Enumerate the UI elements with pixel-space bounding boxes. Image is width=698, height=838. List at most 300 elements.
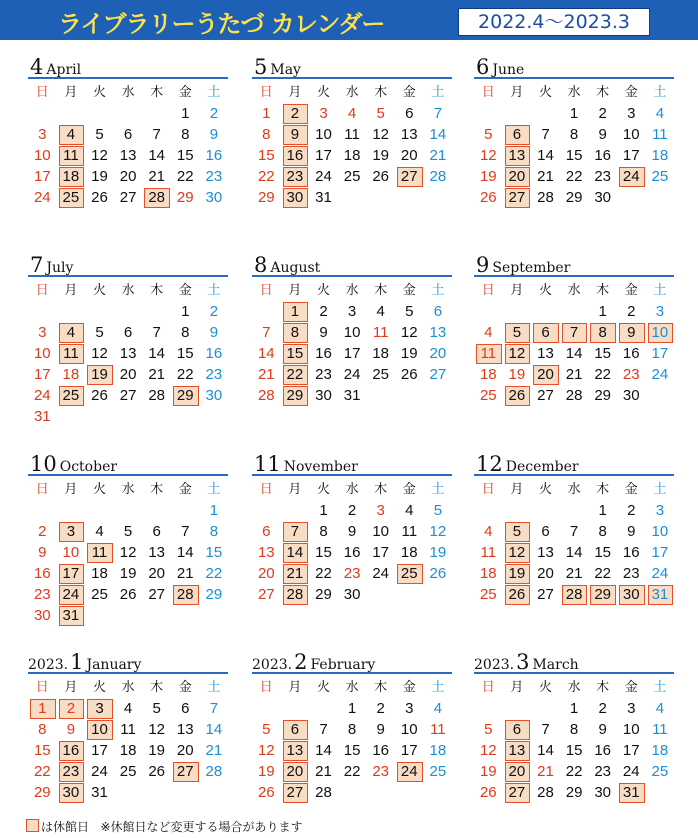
closed-day-cell bbox=[281, 301, 310, 322]
weekday-header: 金 bbox=[402, 482, 416, 497]
day-number: 17 bbox=[622, 742, 640, 759]
day-number: 14 bbox=[148, 345, 166, 362]
day-number: 3 bbox=[405, 700, 414, 717]
day-cell bbox=[617, 761, 646, 782]
day-number: 19 bbox=[508, 565, 526, 582]
day-number: 13 bbox=[148, 544, 166, 561]
day-number: 23 bbox=[594, 763, 612, 780]
closed-day-cell bbox=[85, 542, 114, 563]
day-cell bbox=[142, 145, 171, 166]
closed-day-cell bbox=[281, 542, 310, 563]
month-october bbox=[28, 452, 228, 626]
month-name: January bbox=[86, 657, 142, 673]
weekday-header: 木 bbox=[596, 680, 610, 695]
day-number: 22 bbox=[286, 366, 304, 383]
day-number: 1 bbox=[598, 303, 607, 320]
day-cell bbox=[252, 166, 281, 187]
day-number: 26 bbox=[148, 763, 166, 780]
day-number: 17 bbox=[651, 544, 669, 561]
day-cell bbox=[366, 719, 395, 740]
day-number: 5 bbox=[484, 721, 493, 738]
day-number: 25 bbox=[91, 586, 108, 603]
day-number: 25 bbox=[400, 565, 418, 582]
day-number: 24 bbox=[91, 763, 108, 780]
day-cell bbox=[200, 322, 229, 343]
weekday-header: 木 bbox=[374, 283, 388, 298]
weekday-header: 月 bbox=[288, 680, 302, 695]
day-number: 13 bbox=[537, 544, 554, 561]
closed-day-cell bbox=[560, 584, 589, 605]
weekday-header: 月 bbox=[510, 85, 524, 100]
day-cell bbox=[474, 364, 503, 385]
day-number: 26 bbox=[479, 189, 497, 206]
day-cell bbox=[200, 385, 229, 406]
day-number: 24 bbox=[33, 189, 51, 206]
day-number: 29 bbox=[315, 586, 332, 603]
day-number: 9 bbox=[290, 126, 300, 143]
month-april bbox=[28, 55, 228, 208]
day-number: 20 bbox=[429, 345, 447, 362]
day-cell bbox=[171, 698, 200, 719]
month-number: 1 bbox=[70, 650, 84, 674]
day-number: 22 bbox=[176, 168, 194, 185]
day-number: 14 bbox=[429, 126, 447, 143]
day-cell bbox=[28, 521, 57, 542]
day-number: 10 bbox=[622, 721, 640, 738]
day-number: 20 bbox=[148, 565, 166, 582]
day-number: 23 bbox=[205, 366, 223, 383]
day-cell bbox=[646, 542, 675, 563]
day-number: 21 bbox=[565, 565, 583, 582]
closed-day-cell bbox=[57, 124, 86, 145]
weekday-header: 日 bbox=[259, 680, 273, 695]
day-cell bbox=[366, 145, 395, 166]
day-cell bbox=[57, 542, 86, 563]
day-number: 20 bbox=[286, 763, 304, 780]
day-number: 1 bbox=[262, 105, 271, 122]
month-july bbox=[28, 253, 228, 427]
calendar-range: 2022.4〜2023.3 bbox=[458, 8, 650, 36]
empty-cell bbox=[531, 103, 560, 124]
day-cell bbox=[366, 124, 395, 145]
day-number: 13 bbox=[508, 742, 526, 759]
day-cell bbox=[114, 124, 143, 145]
day-number: 23 bbox=[594, 168, 612, 185]
closed-day-cell bbox=[171, 761, 200, 782]
day-number: 1 bbox=[209, 502, 219, 519]
day-cell bbox=[114, 166, 143, 187]
month-title bbox=[474, 55, 674, 79]
day-number: 5 bbox=[405, 303, 414, 320]
day-number: 9 bbox=[598, 126, 607, 143]
day-cell bbox=[114, 542, 143, 563]
weekday-header: 月 bbox=[64, 85, 78, 100]
day-cell bbox=[424, 322, 453, 343]
closed-day-cell bbox=[646, 584, 675, 605]
day-number: 18 bbox=[651, 742, 669, 759]
weekday-header: 木 bbox=[150, 85, 164, 100]
closed-day-cell bbox=[560, 322, 589, 343]
day-cell bbox=[142, 322, 171, 343]
day-number: 9 bbox=[209, 126, 219, 143]
day-cell bbox=[531, 343, 560, 364]
day-cell bbox=[395, 322, 424, 343]
day-grid bbox=[28, 677, 228, 803]
day-cell bbox=[424, 698, 453, 719]
month-title bbox=[474, 650, 674, 674]
day-cell bbox=[85, 166, 114, 187]
empty-cell bbox=[142, 103, 171, 124]
weekday-header: 金 bbox=[624, 85, 638, 100]
day-cell bbox=[366, 343, 395, 364]
weekday-header: 日 bbox=[35, 283, 49, 298]
day-number: 30 bbox=[62, 784, 80, 801]
day-cell bbox=[252, 145, 281, 166]
day-number: 23 bbox=[286, 168, 304, 185]
day-number: 25 bbox=[62, 189, 80, 206]
day-number: 11 bbox=[430, 721, 446, 738]
day-cell bbox=[171, 145, 200, 166]
weekday-header: 火 bbox=[92, 85, 106, 100]
day-cell bbox=[588, 719, 617, 740]
day-cell bbox=[338, 364, 367, 385]
day-cell bbox=[474, 145, 503, 166]
day-number: 3 bbox=[655, 502, 665, 519]
weekday-header: 火 bbox=[92, 283, 106, 298]
day-number: 21 bbox=[429, 147, 447, 164]
day-number: 10 bbox=[33, 147, 51, 164]
day-cell bbox=[531, 521, 560, 542]
day-number: 14 bbox=[315, 742, 332, 759]
day-number: 27 bbox=[148, 586, 166, 603]
weekday-header: 土 bbox=[431, 85, 445, 100]
month-number: 12 bbox=[476, 452, 503, 476]
day-cell bbox=[114, 145, 143, 166]
day-number: 13 bbox=[286, 742, 304, 759]
day-number: 11 bbox=[401, 523, 418, 540]
day-number: 19 bbox=[148, 742, 166, 759]
month-number: 3 bbox=[516, 650, 530, 674]
day-number: 10 bbox=[400, 721, 418, 738]
weekday-header: 木 bbox=[150, 482, 164, 497]
day-cell bbox=[474, 782, 503, 803]
day-cell bbox=[424, 563, 453, 584]
day-cell bbox=[395, 719, 424, 740]
day-number: 6 bbox=[262, 523, 271, 540]
day-cell bbox=[646, 761, 675, 782]
day-cell bbox=[200, 103, 229, 124]
day-cell bbox=[114, 698, 143, 719]
day-number: 21 bbox=[176, 565, 194, 582]
day-number: 16 bbox=[622, 544, 640, 561]
day-number: 4 bbox=[484, 324, 493, 341]
day-cell bbox=[114, 563, 143, 584]
day-cell bbox=[85, 145, 114, 166]
empty-cell bbox=[474, 698, 503, 719]
day-cell bbox=[252, 542, 281, 563]
day-number: 11 bbox=[63, 147, 79, 164]
day-grid bbox=[474, 479, 674, 605]
day-cell bbox=[85, 322, 114, 343]
day-cell bbox=[560, 343, 589, 364]
closed-day-cell bbox=[503, 719, 532, 740]
day-cell bbox=[588, 385, 617, 406]
weekday-header: 水 bbox=[345, 680, 359, 695]
day-cell bbox=[503, 364, 532, 385]
day-cell bbox=[588, 563, 617, 584]
empty-cell bbox=[85, 500, 114, 521]
closed-day-cell bbox=[281, 103, 310, 124]
day-cell bbox=[85, 385, 114, 406]
month-title bbox=[252, 452, 452, 476]
day-number: 12 bbox=[91, 147, 108, 164]
day-cell bbox=[474, 166, 503, 187]
day-number: 9 bbox=[66, 721, 76, 738]
day-cell bbox=[28, 782, 57, 803]
day-number: 6 bbox=[433, 303, 443, 320]
day-cell bbox=[646, 364, 675, 385]
day-cell bbox=[114, 521, 143, 542]
day-cell bbox=[617, 500, 646, 521]
day-cell bbox=[560, 782, 589, 803]
day-number: 14 bbox=[176, 544, 194, 561]
day-cell bbox=[114, 719, 143, 740]
day-cell bbox=[474, 719, 503, 740]
day-cell bbox=[366, 563, 395, 584]
day-cell bbox=[200, 301, 229, 322]
closed-day-cell bbox=[531, 322, 560, 343]
day-cell bbox=[531, 740, 560, 761]
closed-day-cell bbox=[281, 719, 310, 740]
day-number: 4 bbox=[66, 126, 76, 143]
day-cell bbox=[252, 740, 281, 761]
day-grid bbox=[28, 280, 228, 427]
day-number: 22 bbox=[565, 763, 583, 780]
day-number: 15 bbox=[594, 544, 612, 561]
day-cell bbox=[424, 103, 453, 124]
month-name: September bbox=[492, 260, 571, 276]
day-number: 22 bbox=[594, 565, 612, 582]
day-number: 13 bbox=[508, 147, 526, 164]
day-number: 4 bbox=[433, 700, 443, 717]
day-cell bbox=[617, 124, 646, 145]
day-number: 20 bbox=[257, 565, 275, 582]
day-cell bbox=[424, 343, 453, 364]
day-number: 22 bbox=[565, 168, 583, 185]
day-cell bbox=[531, 563, 560, 584]
day-number: 27 bbox=[537, 586, 554, 603]
day-cell bbox=[171, 719, 200, 740]
weekday-header: 土 bbox=[653, 85, 667, 100]
day-cell bbox=[588, 782, 617, 803]
day-cell bbox=[114, 187, 143, 208]
weekday-header: 土 bbox=[207, 85, 221, 100]
day-number: 3 bbox=[347, 303, 357, 320]
day-cell bbox=[309, 500, 338, 521]
empty-cell bbox=[281, 698, 310, 719]
day-number: 18 bbox=[91, 565, 108, 582]
closed-day-cell bbox=[142, 187, 171, 208]
day-number: 15 bbox=[286, 345, 304, 362]
day-number: 28 bbox=[148, 189, 166, 206]
month-title bbox=[252, 55, 452, 79]
day-number: 2 bbox=[290, 105, 300, 122]
day-cell bbox=[338, 761, 367, 782]
weekday-header: 水 bbox=[121, 680, 135, 695]
closed-day-cell bbox=[503, 761, 532, 782]
day-number: 15 bbox=[565, 147, 583, 164]
day-number: 22 bbox=[315, 565, 332, 582]
day-number: 5 bbox=[512, 324, 522, 341]
month-number: 5 bbox=[254, 55, 268, 79]
closed-day-cell bbox=[281, 584, 310, 605]
day-cell bbox=[424, 166, 453, 187]
day-number: 16 bbox=[594, 147, 612, 164]
day-number: 7 bbox=[152, 126, 161, 143]
day-grid bbox=[252, 479, 452, 605]
day-number: 11 bbox=[652, 721, 668, 738]
weekday-header: 木 bbox=[596, 482, 610, 497]
day-number: 25 bbox=[479, 586, 497, 603]
day-cell bbox=[588, 187, 617, 208]
day-number: 12 bbox=[148, 721, 166, 738]
day-number: 12 bbox=[372, 126, 390, 143]
day-cell bbox=[560, 521, 589, 542]
closed-day-cell bbox=[281, 761, 310, 782]
day-number: 11 bbox=[480, 345, 497, 362]
day-number: 29 bbox=[286, 387, 304, 404]
empty-cell bbox=[28, 500, 57, 521]
month-name: July bbox=[46, 260, 74, 276]
day-cell bbox=[395, 542, 424, 563]
closed-day-cell bbox=[57, 584, 86, 605]
day-number: 30 bbox=[594, 189, 612, 206]
day-number: 1 bbox=[569, 105, 579, 122]
day-number: 28 bbox=[429, 168, 447, 185]
day-cell bbox=[309, 322, 338, 343]
day-number: 13 bbox=[119, 147, 137, 164]
day-number: 16 bbox=[622, 345, 640, 362]
day-number: 7 bbox=[541, 721, 550, 738]
weekday-header: 日 bbox=[35, 680, 49, 695]
day-cell bbox=[588, 698, 617, 719]
day-number: 21 bbox=[148, 366, 166, 383]
closed-day-cell bbox=[281, 740, 310, 761]
day-number: 23 bbox=[622, 565, 640, 582]
day-number: 25 bbox=[62, 387, 80, 404]
day-cell bbox=[588, 500, 617, 521]
day-cell bbox=[309, 740, 338, 761]
day-number: 3 bbox=[66, 523, 76, 540]
day-number: 12 bbox=[508, 544, 526, 561]
day-cell bbox=[646, 740, 675, 761]
day-number: 3 bbox=[38, 126, 47, 143]
day-number: 19 bbox=[508, 366, 526, 383]
month-name: October bbox=[59, 459, 118, 475]
day-number: 23 bbox=[372, 763, 390, 780]
day-number: 5 bbox=[95, 126, 104, 143]
day-cell bbox=[424, 719, 453, 740]
day-number: 14 bbox=[537, 147, 554, 164]
day-number: 20 bbox=[508, 763, 526, 780]
day-grid bbox=[474, 677, 674, 803]
day-number: 1 bbox=[569, 700, 579, 717]
day-number: 18 bbox=[343, 147, 361, 164]
day-number: 9 bbox=[627, 324, 636, 341]
day-number: 15 bbox=[565, 742, 583, 759]
day-cell bbox=[28, 364, 57, 385]
day-cell bbox=[366, 761, 395, 782]
empty-cell bbox=[309, 698, 338, 719]
day-cell bbox=[252, 782, 281, 803]
day-cell bbox=[338, 385, 367, 406]
day-number: 21 bbox=[315, 763, 332, 780]
day-cell bbox=[338, 719, 367, 740]
day-number: 29 bbox=[33, 784, 51, 801]
empty-cell bbox=[142, 500, 171, 521]
day-cell bbox=[531, 542, 560, 563]
closed-day-cell bbox=[503, 187, 532, 208]
day-number: 4 bbox=[655, 105, 665, 122]
day-cell bbox=[366, 521, 395, 542]
closed-day-cell bbox=[57, 563, 86, 584]
day-number: 12 bbox=[429, 523, 447, 540]
weekday-header: 日 bbox=[259, 482, 273, 497]
empty-cell bbox=[560, 500, 589, 521]
day-cell bbox=[395, 343, 424, 364]
day-cell bbox=[531, 782, 560, 803]
day-cell bbox=[617, 385, 646, 406]
month-year: 2023. bbox=[28, 657, 69, 673]
day-cell bbox=[588, 301, 617, 322]
day-cell bbox=[114, 385, 143, 406]
day-cell bbox=[171, 322, 200, 343]
day-cell bbox=[338, 103, 367, 124]
day-cell bbox=[142, 740, 171, 761]
day-cell bbox=[171, 364, 200, 385]
closed-day-cell bbox=[281, 187, 310, 208]
day-number: 26 bbox=[400, 366, 418, 383]
day-number: 7 bbox=[152, 324, 161, 341]
weekday-header: 金 bbox=[402, 680, 416, 695]
day-cell bbox=[560, 698, 589, 719]
day-number: 3 bbox=[376, 502, 385, 519]
closed-day-cell bbox=[28, 698, 57, 719]
day-number: 4 bbox=[95, 523, 104, 540]
day-number: 28 bbox=[286, 586, 304, 603]
day-number: 24 bbox=[400, 763, 418, 780]
day-number: 16 bbox=[205, 345, 223, 362]
month-year: 2023. bbox=[252, 657, 293, 673]
day-cell bbox=[366, 740, 395, 761]
day-cell bbox=[252, 761, 281, 782]
day-cell bbox=[531, 584, 560, 605]
day-number: 30 bbox=[315, 387, 332, 404]
day-number: 30 bbox=[205, 387, 223, 404]
day-number: 5 bbox=[512, 523, 522, 540]
day-cell bbox=[646, 343, 675, 364]
closed-day-cell bbox=[85, 364, 114, 385]
day-cell bbox=[57, 364, 86, 385]
day-number: 4 bbox=[405, 502, 414, 519]
day-number: 31 bbox=[33, 408, 51, 425]
day-number: 6 bbox=[290, 721, 300, 738]
day-cell bbox=[395, 698, 424, 719]
day-cell bbox=[309, 563, 338, 584]
closed-day-cell bbox=[281, 322, 310, 343]
weekday-header: 月 bbox=[288, 85, 302, 100]
day-number: 10 bbox=[315, 126, 332, 143]
